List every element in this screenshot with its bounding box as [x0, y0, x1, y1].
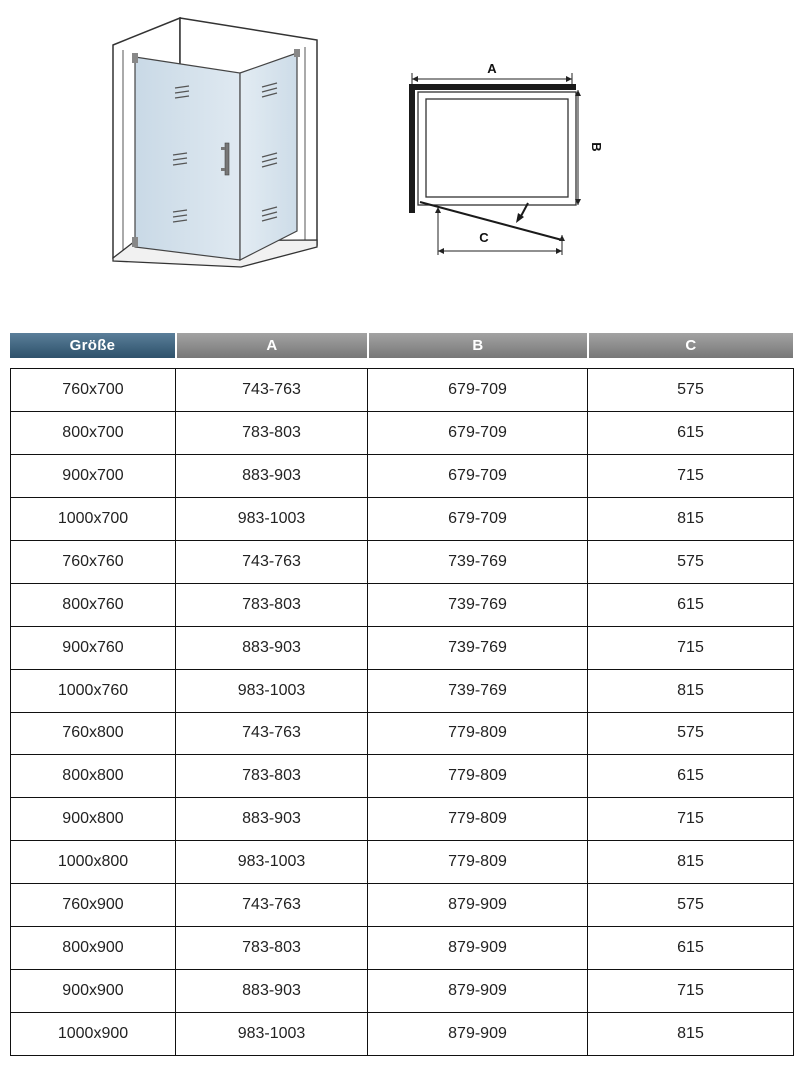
table-row — [11, 369, 794, 412]
table-row — [11, 1013, 794, 1056]
cell-c: 615 — [588, 755, 794, 798]
table-row — [11, 497, 794, 540]
table-row — [11, 540, 794, 583]
dimension-label-c: C — [479, 230, 489, 245]
header-a: A — [175, 333, 367, 358]
cell-b: 779-809 — [368, 712, 588, 755]
cell-c: 615 — [588, 927, 794, 970]
cell-size: 760x700 — [11, 369, 176, 412]
cell-a: 783-803 — [176, 755, 368, 798]
cell-b: 879-909 — [368, 927, 588, 970]
shower-enclosure-illustration — [105, 15, 325, 275]
table-row — [11, 712, 794, 755]
table-row — [11, 798, 794, 841]
cell-c: 575 — [588, 712, 794, 755]
dimension-label-b: B — [589, 142, 604, 152]
table-row — [11, 454, 794, 497]
cell-size: 760x900 — [11, 884, 176, 927]
cell-size: 800x900 — [11, 927, 176, 970]
cell-a: 883-903 — [176, 970, 368, 1013]
cell-size: 1000x700 — [11, 497, 176, 540]
cell-b: 879-909 — [368, 970, 588, 1013]
table-row — [11, 755, 794, 798]
cell-a: 743-763 — [176, 712, 368, 755]
dimension-label-a: A — [487, 61, 497, 76]
cell-c: 715 — [588, 454, 794, 497]
cell-a: 983-1003 — [176, 669, 368, 712]
cell-a: 983-1003 — [176, 841, 368, 884]
cell-b: 779-809 — [368, 798, 588, 841]
cell-size: 760x760 — [11, 540, 176, 583]
cell-a: 983-1003 — [176, 1013, 368, 1056]
cell-b: 739-769 — [368, 540, 588, 583]
cell-size: 800x800 — [11, 755, 176, 798]
cell-size: 1000x800 — [11, 841, 176, 884]
cell-size: 900x900 — [11, 970, 176, 1013]
cell-b: 879-909 — [368, 884, 588, 927]
door-swing-line — [420, 202, 562, 240]
cell-a: 783-803 — [176, 927, 368, 970]
cell-b: 779-809 — [368, 755, 588, 798]
table-row — [11, 970, 794, 1013]
glass-side-panel — [240, 53, 297, 260]
cell-c: 715 — [588, 798, 794, 841]
cell-size: 800x700 — [11, 411, 176, 454]
table-row — [11, 884, 794, 927]
cell-c: 815 — [588, 497, 794, 540]
cell-a: 883-903 — [176, 454, 368, 497]
cell-c: 815 — [588, 669, 794, 712]
cell-c: 615 — [588, 583, 794, 626]
cell-a: 883-903 — [176, 626, 368, 669]
cell-a: 743-763 — [176, 369, 368, 412]
cell-b: 679-709 — [368, 497, 588, 540]
door-handle — [225, 143, 229, 175]
cell-b: 879-909 — [368, 1013, 588, 1056]
dimension-plan-diagram — [400, 55, 604, 255]
cell-c: 575 — [588, 884, 794, 927]
cell-a: 783-803 — [176, 583, 368, 626]
cell-c: 575 — [588, 369, 794, 412]
header-size: Größe — [10, 333, 175, 358]
cell-c: 815 — [588, 1013, 794, 1056]
glass-door — [135, 57, 240, 260]
table-row — [11, 626, 794, 669]
cell-c: 615 — [588, 411, 794, 454]
cell-b: 679-709 — [368, 454, 588, 497]
size-table — [10, 368, 794, 1056]
cell-size: 900x760 — [11, 626, 176, 669]
cell-b: 679-709 — [368, 411, 588, 454]
cell-size: 900x700 — [11, 454, 176, 497]
cell-size: 1000x760 — [11, 669, 176, 712]
cell-b: 779-809 — [368, 841, 588, 884]
cell-b: 679-709 — [368, 369, 588, 412]
cell-a: 883-903 — [176, 798, 368, 841]
cell-b: 739-769 — [368, 626, 588, 669]
cell-size: 760x800 — [11, 712, 176, 755]
table-row — [11, 411, 794, 454]
cell-size: 800x760 — [11, 583, 176, 626]
header-b: B — [367, 333, 587, 358]
cell-b: 739-769 — [368, 583, 588, 626]
table-row — [11, 669, 794, 712]
cell-a: 743-763 — [176, 540, 368, 583]
table-header — [10, 333, 793, 358]
header-c: C — [587, 333, 793, 358]
cell-a: 743-763 — [176, 884, 368, 927]
cell-c: 715 — [588, 970, 794, 1013]
cell-size: 1000x900 — [11, 1013, 176, 1056]
cell-size: 900x800 — [11, 798, 176, 841]
cell-a: 983-1003 — [176, 497, 368, 540]
cell-a: 783-803 — [176, 411, 368, 454]
cell-c: 815 — [588, 841, 794, 884]
cell-b: 739-769 — [368, 669, 588, 712]
cell-c: 715 — [588, 626, 794, 669]
table-row — [11, 583, 794, 626]
table-row — [11, 841, 794, 884]
cell-c: 575 — [588, 540, 794, 583]
table-row — [11, 927, 794, 970]
